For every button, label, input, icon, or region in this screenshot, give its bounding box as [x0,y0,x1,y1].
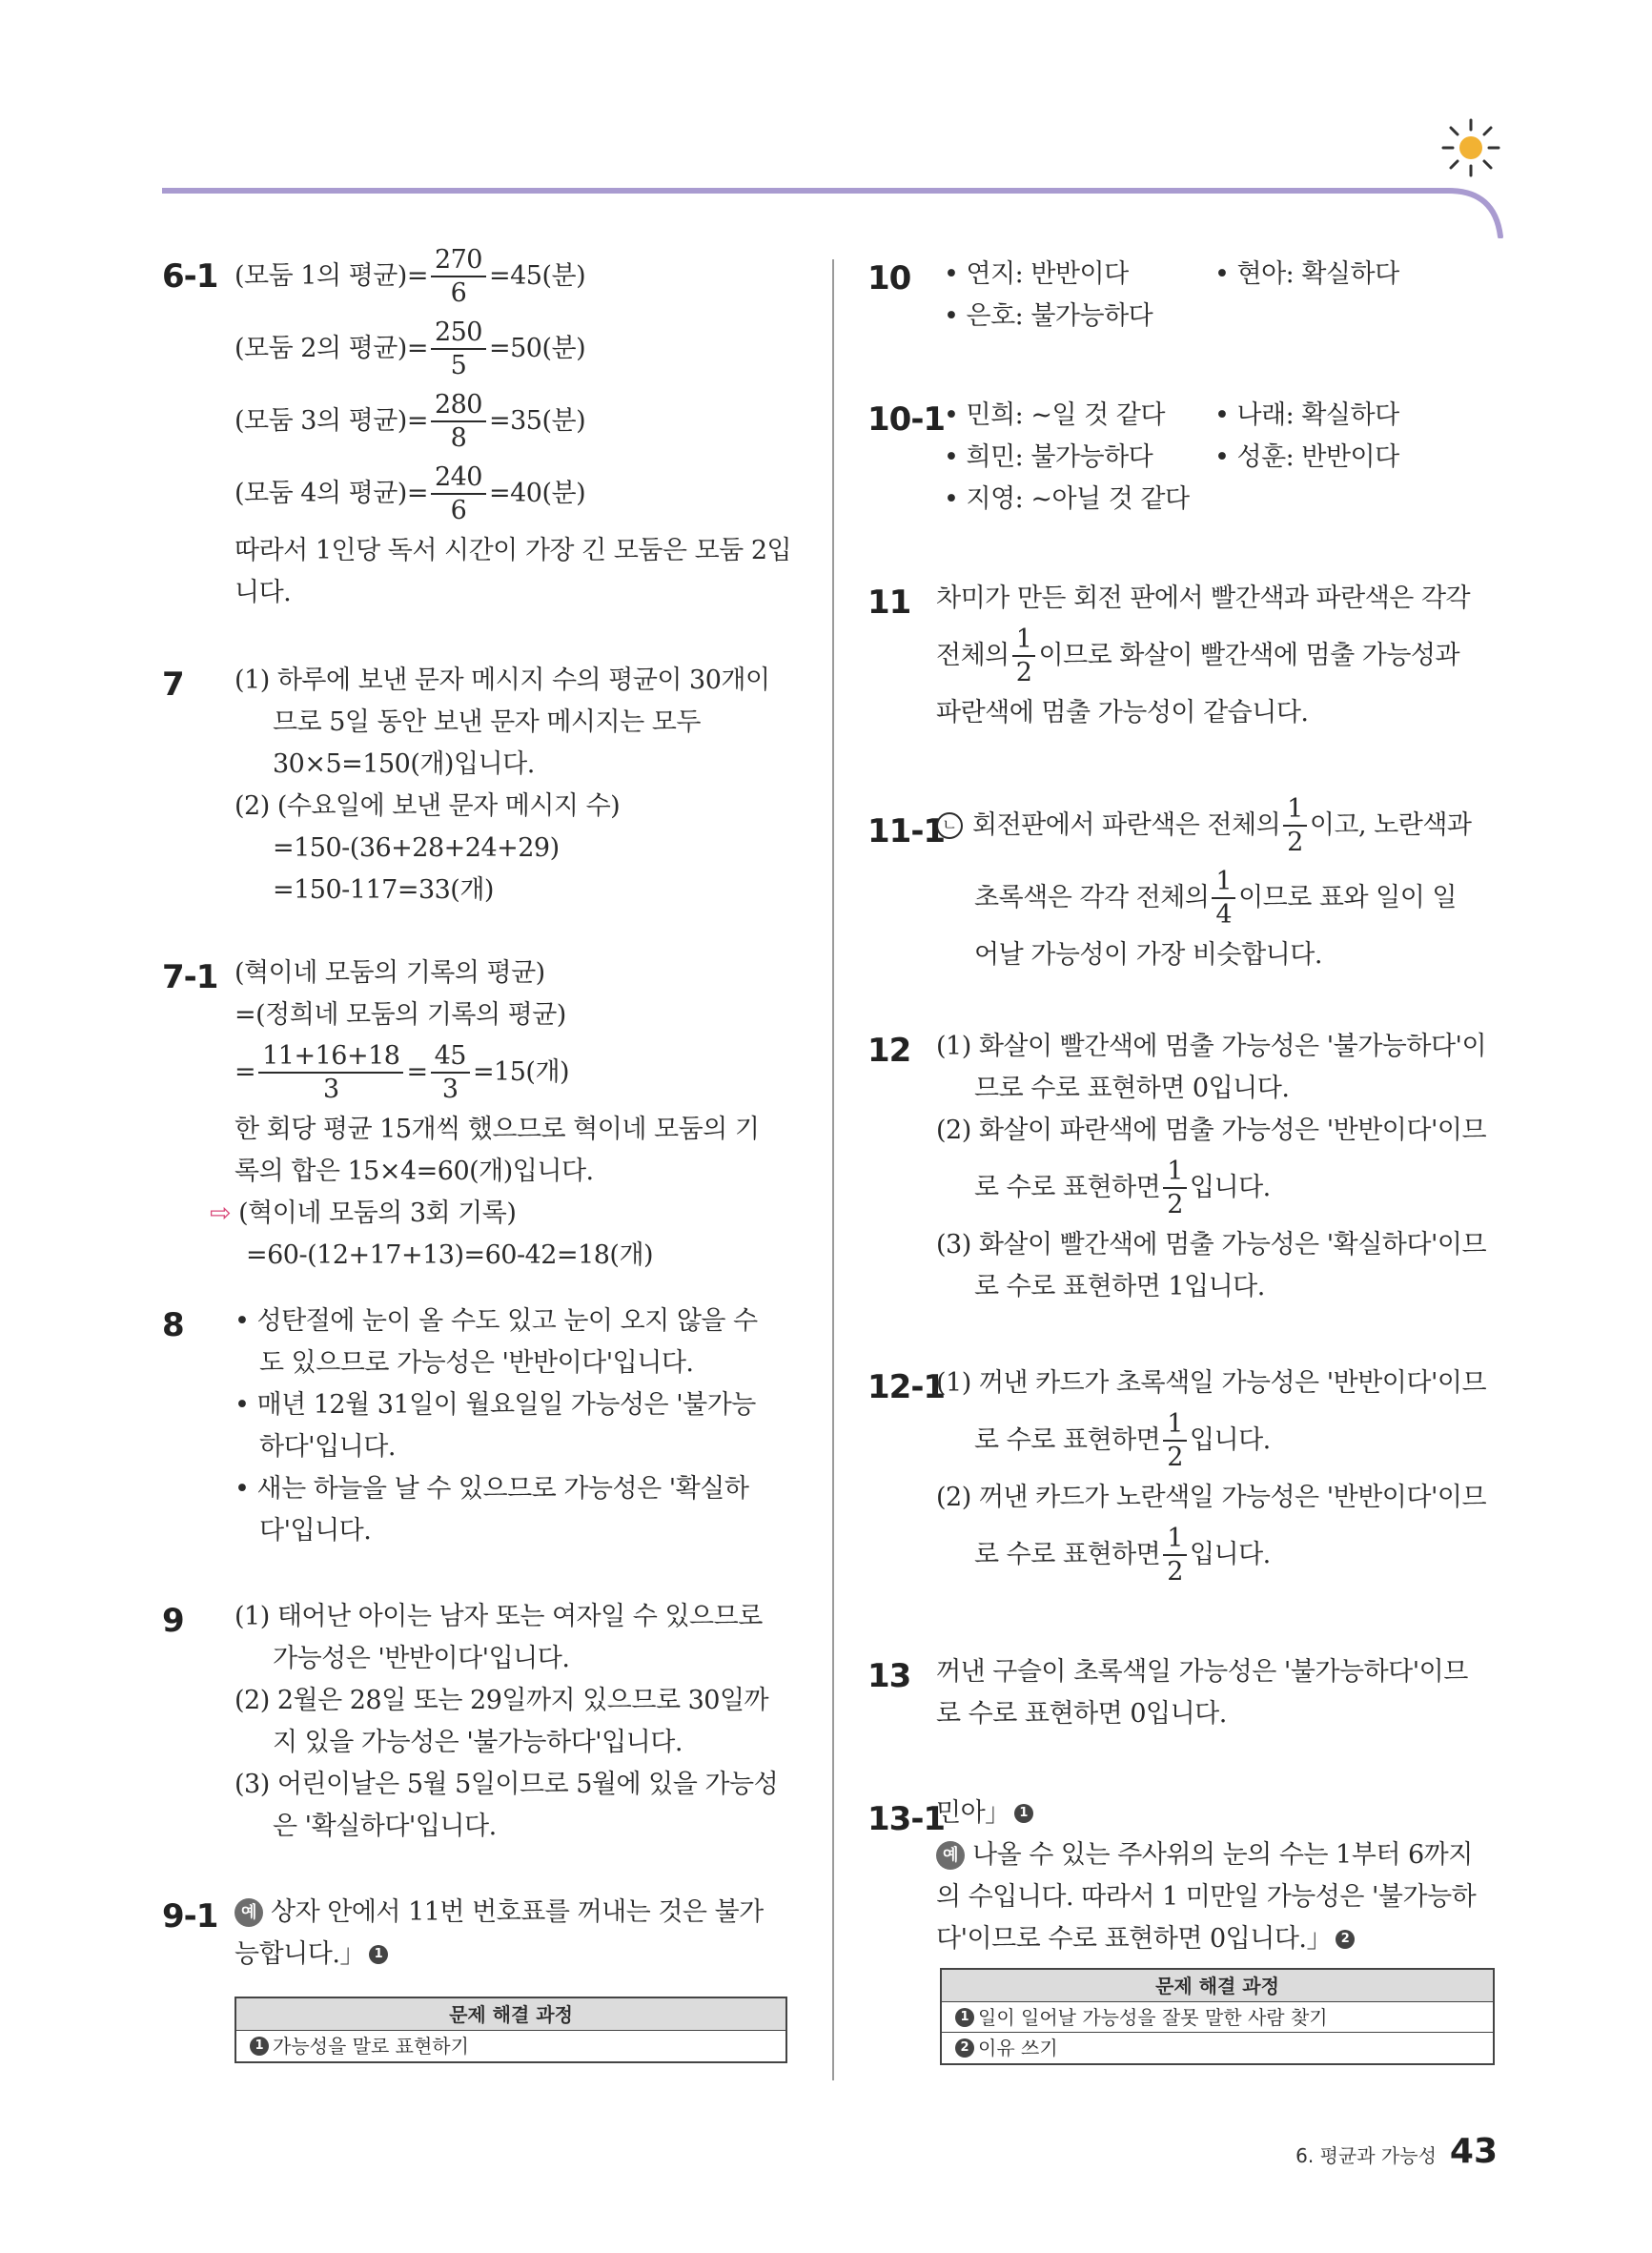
chapter-title: 6. 평균과 가능성 [1295,2144,1437,2167]
step-marker-icon: 2 [955,2038,974,2058]
answer-line: =60-(12+17+13)=60-42=18(개) [246,1240,654,1270]
answer-line: 다'이므로 수로 표현하면 0입니다.」 2 [936,1918,1497,1960]
fraction: $\frac{11+16+18}{3}$ [258,1043,403,1102]
fraction: $\frac{1}{2}$ [1163,1526,1187,1585]
answer-line: 의 수입니다. 따라서 1 미만일 가능성은 '불가능하 [936,1882,1477,1912]
fraction: $\frac{1}{2}$ [1012,626,1036,686]
problem-number: 11 [867,584,911,622]
answer-line: 차미가 만든 회전 판에서 빨간색과 파란색은 각각 [936,584,1471,613]
step-marker-icon: 1 [1014,1804,1033,1823]
step-marker-icon: 1 [369,1945,388,1964]
answer-line: 30×5=150(개)입니다. [273,749,535,779]
fraction-line: ㄴ 회전판에서 파란색은 전체의 $\frac{1}{2}$ 이고, 노란색과 [936,789,1497,862]
answer-line: =150-(36+28+24+29) [273,833,560,863]
group2-average: (모둠 2의 평균)= $\frac{250}{5}$ =50(분) [235,317,586,380]
answer-line: (혁이네 모둠의 기록의 평균) [235,958,545,988]
answer-line: 꺼낸 구슬이 초록색일 가능성은 '불가능하다'이므 [936,1657,1468,1687]
answer-line: (2) 화살이 파란색에 멈출 가능성은 '반반이다'이므 [936,1116,1487,1145]
answer-line: 로 수로 표현하면 0입니다. [936,1699,1227,1729]
group3-average: (모둠 3의 평균)= $\frac{280}{8}$ =35(분) [235,390,586,453]
arrow-line: ⇨ (혁이네 모둠의 3회 기록) [210,1193,801,1235]
problem-number: 9-1 [162,1897,218,1936]
fraction-line: = $\frac{11+16+18}{3}$ = $\frac{45}{3}$ =15(개) [235,1041,570,1104]
fraction-line: 로 수로 표현하면 $\frac{1}{2}$ 입니다. [974,1409,1271,1472]
problem-number: 12 [867,1032,911,1070]
arrow-icon: ⇨ [210,1198,232,1228]
answer-line: 예 상자 안에서 11번 번호표를 꺼내는 것은 불가 [235,1892,801,1934]
problem-number: 6-1 [162,257,218,296]
answer-choice-icon: ㄴ [936,812,963,839]
answer-line: • 새는 하늘을 날 수 있으므로 가능성은 '확실하 [235,1474,749,1504]
page-footer [1295,2132,1498,2171]
fraction-line: 로 수로 표현하면 $\frac{1}{2}$ 입니다. [974,1157,1271,1219]
answer-line: (2) 2월은 28일 또는 29일까지 있으므로 30일까 [235,1686,769,1715]
answer-line: =150-117=33(개) [273,875,494,905]
fraction: $\frac{1}{2}$ [1283,796,1307,855]
fraction: $\frac{250}{5}$ [431,319,486,379]
example-badge-icon: 예 [936,1841,965,1870]
problem-number: 13 [867,1657,911,1695]
step-marker-icon: 1 [250,2037,269,2056]
problem-number: 7-1 [162,958,218,996]
fraction-line: 초록색은 각각 전체의 $\frac{1}{4}$ 이므로 표와 일이 일 [974,867,1457,930]
answer-line: 하다'입니다. [259,1432,396,1462]
answer-line: 은 '확실하다'입니다. [273,1812,497,1841]
answer-line: (3) 화살이 빨간색에 멈출 가능성은 '확실하다'이므 [936,1230,1487,1260]
fraction: $\frac{280}{8}$ [431,392,486,451]
problem-number: 10-1 [867,400,946,439]
problem-number: 12-1 [867,1368,946,1406]
fraction-line: 전체의 $\frac{1}{2}$ 이므로 화살이 빨간색에 멈출 가능성과 [936,625,1460,687]
table-row: 2 이유 쓰기 [942,2033,1493,2063]
answer-line: 지 있을 가능성은 '불가능하다'입니다. [273,1728,683,1757]
answer-line: 도 있으므로 가능성은 '반반이다'입니다. [259,1348,694,1378]
answer-line: (2) 꺼낸 카드가 노란색일 가능성은 '반반이다'이므 [936,1483,1487,1512]
answer-line: 파란색에 멈출 가능성이 같습니다. [936,698,1309,727]
fraction: $\frac{240}{6}$ [431,464,486,523]
group4-average: (모둠 4의 평균)= $\frac{240}{6}$ =40(분) [235,462,586,525]
answer-line: • 은호: 불가능하다 [944,301,1153,331]
problem-number: 9 [162,1602,184,1640]
problem-number: 13-1 [867,1800,946,1838]
answer-line: 록의 합은 15×4=60(개)입니다. [235,1157,594,1186]
answer-line: 므로 5일 동안 보낸 문자 메시지는 모두 [273,707,701,737]
problem-number: 10 [867,259,911,297]
answer-line: • 매년 12월 31일이 월요일일 가능성은 '불가능 [235,1390,756,1420]
table-row: 1 일이 일어날 가능성을 잘못 말한 사람 찾기 [942,2002,1493,2033]
answer-line: • 희민: 불가능하다 • 성훈: 반반이다 [944,442,1399,472]
solution-process-table [940,1968,1495,2065]
answer-line: (1) 하루에 보낸 문자 메시지 수의 평균이 30개이 [235,666,770,695]
answer-line: 므로 수로 표현하면 0입니다. [974,1074,1290,1103]
answer-line: =(정희네 모둠의 기록의 평균) [235,1000,566,1030]
answer-line: (1) 꺼낸 카드가 초록색일 가능성은 '반반이다'이므 [936,1368,1487,1398]
column-divider [832,259,834,2080]
answer-line: (2) (수요일에 보낸 문자 메시지 수) [235,791,621,821]
fraction-line: 로 수로 표현하면 $\frac{1}{2}$ 입니다. [974,1524,1271,1587]
conclusion-line: 니다. [235,578,292,607]
answer-line: • 민희: ~일 것 같다 • 나래: 확실하다 [944,400,1399,430]
problem-number: 8 [162,1306,184,1344]
answer-line: (1) 태어난 아이는 남자 또는 여자일 수 있으므로 [235,1602,763,1631]
conclusion-line: 따라서 1인당 독서 시간이 가장 긴 모둠은 모둠 2입 [235,536,792,565]
table-title: 문제 해결 과정 [942,1970,1493,2002]
answer-line: 한 회당 평균 15개씩 했으므로 혁이네 모둠의 기 [235,1115,760,1144]
answer-line: (1) 화살이 빨간색에 멈출 가능성은 '불가능하다'이 [936,1032,1487,1061]
answer-line: • 지영: ~아닐 것 같다 [944,484,1190,514]
answer-line: (3) 어린이날은 5월 5일이므로 5월에 있을 가능성 [235,1770,779,1799]
problem-number: 7 [162,666,184,704]
problem-number: 11-1 [867,812,946,850]
fraction: $\frac{1}{4}$ [1212,869,1235,928]
group1-average: (모둠 1의 평균)= $\frac{270}{6}$ =45(분) [235,245,586,308]
answer-line: 로 수로 표현하면 1입니다. [974,1272,1265,1301]
fraction: $\frac{45}{3}$ [431,1043,470,1102]
step-marker-icon: 2 [1336,1930,1355,1949]
table-title: 문제 해결 과정 [236,1998,785,2031]
answer-line: 다'입니다. [259,1516,372,1546]
table-row: 1 가능성을 말로 표현하기 [236,2031,785,2061]
fraction: $\frac{270}{6}$ [431,247,486,306]
fraction: $\frac{1}{2}$ [1163,1158,1187,1218]
answer-line: 어날 가능성이 가장 비슷합니다. [974,940,1322,970]
answer-line: 예 나올 수 있는 주사위의 눈의 수는 1부터 6까지 [936,1834,1497,1876]
answer-line: • 성탄절에 눈이 올 수도 있고 눈이 오지 않을 수 [235,1306,758,1336]
header-rule [162,153,1506,238]
page-number: 43 [1449,2132,1498,2171]
solution-process-table [235,1997,787,2063]
fraction: $\frac{1}{2}$ [1163,1411,1187,1470]
step-marker-icon: 1 [955,2008,974,2027]
example-badge-icon: 예 [235,1898,263,1927]
answer-line: 가능성은 '반반이다'입니다. [273,1644,570,1673]
answer-line: 능합니다.」 1 [235,1934,801,1976]
answer-line: 민아」 1 [936,1792,1497,1834]
answer-line: • 연지: 반반이다 • 현아: 확실하다 [944,259,1399,289]
